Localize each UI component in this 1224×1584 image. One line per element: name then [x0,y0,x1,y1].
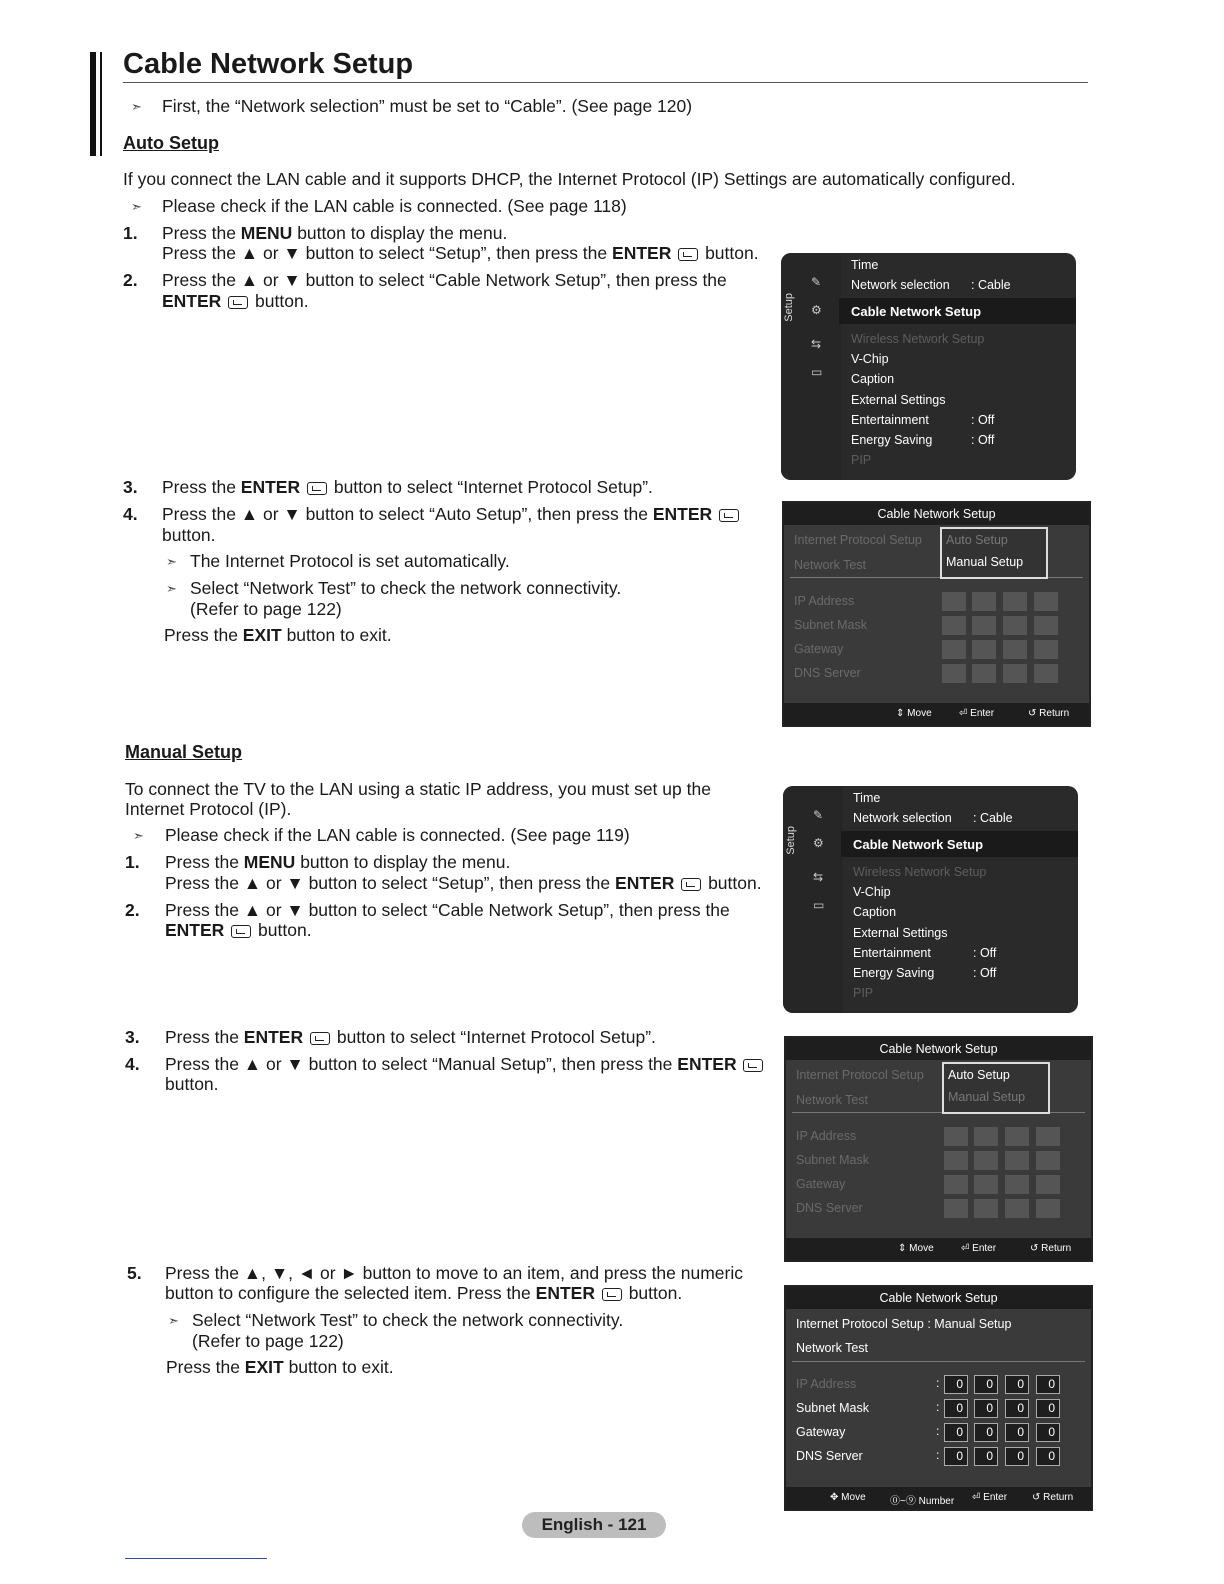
auto-step1-line1: Press the MENU button to display the menu. [162,223,508,243]
manual-setup-heading: Manual Setup [125,742,243,762]
step-number: 2. [123,270,138,290]
gateway-octet-field[interactable]: 0 [1036,1423,1060,1442]
step-number: 1. [125,852,140,872]
menu-value-entertainment: : Off [971,413,995,427]
row-gateway[interactable]: Gateway [796,1425,846,1439]
auto-step4-line1: Press the ▲ or ▼ button to select “Auto Setup”, then press the ENTER [162,504,741,525]
menu-item-energy-saving[interactable]: Energy Saving [853,966,935,980]
colon: : [936,1448,940,1462]
subnet-octet-field[interactable]: 0 [1036,1399,1060,1418]
gear-icon: ⚙ [811,303,822,317]
subnet-octet-field[interactable]: 0 [1005,1399,1029,1418]
ip-field [974,1175,998,1194]
enter-icon [228,296,248,309]
footer-enter: ⏎ Enter [961,1243,997,1254]
app-icon: ▭ [811,365,823,379]
input-icon: ⇆ [811,337,822,351]
auto-step2-line2: ENTER button. [162,291,309,311]
ip-octet-field[interactable]: 0 [1005,1375,1029,1394]
cable-network-dialog-manual-values [784,1285,1093,1511]
manual-note: Please check if the LAN cable is connected. (See page 119) [165,825,630,845]
menu-item-caption[interactable]: Caption [853,905,897,919]
auto-setup-heading: Auto Setup [123,133,219,153]
ip-field [972,664,996,683]
subnet-octet-field[interactable]: 0 [944,1399,968,1418]
enter-icon [231,925,251,938]
footer-return: ↺ Return [1028,708,1070,719]
row-dns-server: DNS Server [794,666,861,680]
auto-step2-line1: Press the ▲ or ▼ button to select “Cable Network Setup”, then press the [162,270,727,290]
menu-item-network-selection[interactable]: Network selection [853,811,952,825]
manual-exit: Press the EXIT button to exit. [166,1357,394,1377]
menu-item-external-settings[interactable]: External Settings [851,393,946,407]
step-number: 4. [125,1054,140,1074]
ip-field [944,1151,968,1170]
antenna-icon: ✎ [813,808,824,822]
ip-field [1003,616,1027,635]
manual-step3: Press the ENTER button to select “Internet Protocol Setup”. [165,1027,656,1047]
dns-octet-field[interactable]: 0 [1036,1447,1060,1466]
footer-return: ↺ Return [1030,1243,1072,1254]
menu-item-cable-network-setup[interactable]: Cable Network Setup [851,304,982,319]
footer-move: ✥ Move [830,1492,866,1503]
row-gateway: Gateway [794,642,844,656]
ip-field [974,1127,998,1146]
ip-field [1036,1175,1060,1194]
menu-item-pip[interactable]: PIP [853,986,874,1000]
popup-auto-setup[interactable]: Auto Setup [946,533,1008,547]
input-icon: ⇆ [813,870,824,884]
auto-setup-note: Please check if the LAN cable is connected. (See page 118) [162,196,627,216]
colon: : [936,1424,940,1438]
ip-field [1005,1175,1029,1194]
auto-exit: Press the EXIT button to exit. [164,625,392,645]
row-subnet-mask[interactable]: Subnet Mask [796,1401,869,1415]
row-network-test[interactable]: Network Test [794,558,867,572]
page-title: Cable Network Setup [123,48,414,80]
menu-item-external-settings[interactable]: External Settings [853,926,948,940]
dialog-footer [784,703,1089,725]
enter-icon [310,1032,330,1045]
setup-mode-popup [942,1062,1050,1114]
manual-step4-line1: Press the ▲ or ▼ button to select “Manual Setup”, then press the ENTER [165,1054,765,1075]
title-bar-decoration [90,52,96,156]
auto-setup-intro: If you connect the LAN cable and it supports DHCP, the Internet Protocol (IP) Settings are automatically configured. [123,169,1016,189]
menu-item-entertainment[interactable]: Entertainment [851,413,929,427]
enter-icon [678,248,698,261]
dialog-title: Cable Network Setup [784,503,1089,525]
menu-side-label: Setup [785,826,797,855]
manual-intro1: To connect the TV to the LAN using a static IP address, you must set up the [125,779,711,799]
menu-value-energy-saving: : Off [971,433,995,447]
menu-value-entertainment: : Off [973,946,997,960]
dialog-footer [786,1238,1091,1260]
cable-network-dialog-manual-select [784,1036,1093,1262]
manual-sub-note-ref: (Refer to page 122) [192,1331,344,1351]
menu-item-wireless-network-setup[interactable]: Wireless Network Setup [853,865,987,879]
ip-field [942,592,966,611]
auto-sub-note2: Select “Network Test” to check the network connectivity. [190,578,622,598]
footer-number: ⓪~⑨ Number [890,1496,955,1507]
popup-manual-setup[interactable]: Manual Setup [946,555,1024,569]
note-arrow-icon: ➣ [166,554,177,569]
footer-return: ↺ Return [1032,1492,1074,1503]
cable-network-dialog-auto [782,501,1091,727]
enter-icon [307,482,327,495]
menu-item-vchip[interactable]: V-Chip [851,352,889,366]
ip-field [944,1127,968,1146]
popup-manual-setup[interactable]: Manual Setup [948,1090,1026,1104]
note-arrow-icon: ➣ [133,828,144,843]
dialog-title: Cable Network Setup [786,1038,1091,1060]
manual-step5-line1: Press the ▲, ▼, ◄ or ► button to move to an item, and press the numeric [165,1263,744,1283]
ip-field [1005,1151,1029,1170]
row-subnet-mask: Subnet Mask [796,1153,869,1167]
gateway-octet-field[interactable]: 0 [944,1423,968,1442]
gear-icon: ⚙ [813,836,824,850]
dialog-title: Cable Network Setup [786,1287,1091,1309]
divider [792,1361,1085,1362]
ip-field [1034,616,1058,635]
gateway-octet-field[interactable]: 0 [1005,1423,1029,1442]
ip-field [942,616,966,635]
row-internet-protocol-setup[interactable]: Internet Protocol Setup [796,1068,924,1082]
auto-step3: Press the ENTER button to select “Internet Protocol Setup”. [162,477,653,497]
row-subnet-mask: Subnet Mask [794,618,867,632]
enter-icon [602,1288,622,1301]
ip-octet-field[interactable]: 0 [944,1375,968,1394]
ip-field [974,1199,998,1218]
menu-side-label: Setup [783,293,795,322]
menu-item-caption[interactable]: Caption [851,372,895,386]
ip-field [1005,1199,1029,1218]
ip-field [974,1151,998,1170]
menu-item-cable-network-setup[interactable]: Cable Network Setup [853,837,984,852]
ip-field [1036,1199,1060,1218]
step-number: 4. [123,504,138,524]
ip-field [1003,592,1027,611]
dialog-footer [786,1487,1091,1509]
ip-field [972,592,996,611]
menu-value-network-selection: : Cable [973,811,1013,825]
ip-octet-field[interactable]: 0 [1036,1375,1060,1394]
ip-field [944,1175,968,1194]
step-number: 5. [127,1263,142,1283]
manual-step2-line2: ENTER button. [165,920,312,940]
colon: : [936,1376,940,1390]
menu-item-entertainment[interactable]: Entertainment [853,946,931,960]
dns-octet-field[interactable]: 0 [944,1447,968,1466]
manual-step5-line2: button to configure the selected item. Press the ENTER button. [165,1283,683,1303]
ip-octet-field[interactable]: 0 [974,1375,998,1394]
manual-sub-note: Select “Network Test” to check the network connectivity. [192,1310,624,1330]
intro-note: First, the “Network selection” must be set to “Cable”. (See page 120) [162,96,693,116]
menu-item-network-selection[interactable]: Network selection [851,278,950,292]
footer-move: ⇕ Move [896,708,932,719]
menu-item-pip[interactable]: PIP [851,453,872,467]
app-icon: ▭ [813,898,825,912]
step-number: 2. [125,900,140,920]
enter-icon [719,509,739,522]
ip-field [1034,664,1058,683]
ip-field [1036,1151,1060,1170]
note-arrow-icon: ➣ [131,99,142,114]
auto-step4-line2: button. [162,525,216,545]
auto-sub-note2-ref: (Refer to page 122) [190,599,342,619]
manual-step1-line1: Press the MENU button to display the menu. [165,852,511,872]
ip-field [1003,664,1027,683]
note-arrow-icon: ➣ [166,581,177,596]
page-number-badge: English - 121 [522,1512,666,1538]
setup-menu-screenshot-2 [783,786,1078,1013]
row-internet-protocol-setup[interactable]: Internet Protocol Setup [794,533,922,547]
auto-step1-line2: Press the ▲ or ▼ button to select “Setup”, then press the ENTER button. [162,243,759,263]
step-number: 3. [125,1027,140,1047]
row-gateway: Gateway [796,1177,846,1191]
ip-field [972,640,996,659]
dns-octet-field[interactable]: 0 [1005,1447,1029,1466]
manual-intro2: Internet Protocol (IP). [125,799,292,819]
auto-sub-note1: The Internet Protocol is set automatically. [190,551,510,571]
setup-mode-popup [940,527,1048,579]
subnet-octet-field[interactable]: 0 [974,1399,998,1418]
row-ip-address[interactable]: IP Address [796,1377,857,1391]
footer-move: ⇕ Move [898,1243,934,1254]
ip-setup-value: : Manual Setup [927,1317,1012,1331]
ip-field [942,664,966,683]
ip-field [1034,640,1058,659]
colon: : [936,1400,940,1414]
note-arrow-icon: ➣ [131,199,142,214]
antenna-icon: ✎ [811,275,822,289]
gateway-octet-field[interactable]: 0 [974,1423,998,1442]
title-divider [123,82,1088,83]
ip-field [1005,1127,1029,1146]
menu-item-energy-saving[interactable]: Energy Saving [851,433,933,447]
footer-enter: ⏎ Enter [959,708,995,719]
step-number: 3. [123,477,138,497]
ip-field [1003,640,1027,659]
row-network-test[interactable]: Network Test [796,1093,869,1107]
menu-value-network-selection: : Cable [971,278,1011,292]
row-internet-protocol-setup[interactable]: Internet Protocol Setup : Manual Setup [796,1317,1012,1331]
footer-enter: ⏎ Enter [972,1492,1008,1503]
title-bar-decoration-thin [100,52,102,156]
dns-octet-field[interactable]: 0 [974,1447,998,1466]
manual-step1-line2: Press the ▲ or ▼ button to select “Setup”, then press the ENTER button. [165,873,762,893]
enter-icon [681,878,701,891]
menu-item-time[interactable]: Time [853,791,881,805]
ip-field [944,1199,968,1218]
footer-rule [125,1558,267,1559]
row-dns-server: DNS Server [796,1201,863,1215]
manual-step4-line2: button. [165,1074,219,1094]
ip-field [1036,1127,1060,1146]
menu-item-wireless-network-setup[interactable]: Wireless Network Setup [851,332,985,346]
step-number: 1. [123,223,138,243]
popup-auto-setup[interactable]: Auto Setup [948,1068,1010,1082]
menu-value-energy-saving: : Off [973,966,997,980]
row-ip-address: IP Address [794,594,855,608]
ip-field [942,640,966,659]
ip-field [972,616,996,635]
menu-item-time[interactable]: Time [851,258,879,272]
menu-item-vchip[interactable]: V-Chip [853,885,891,899]
enter-icon [743,1059,763,1072]
ip-field [1034,592,1058,611]
row-ip-address: IP Address [796,1129,857,1143]
row-dns-server[interactable]: DNS Server [796,1449,863,1463]
setup-menu-screenshot [781,253,1076,480]
row-network-test[interactable]: Network Test [796,1341,869,1355]
manual-step2-line1: Press the ▲ or ▼ button to select “Cable Network Setup”, then press the [165,900,730,920]
note-arrow-icon: ➣ [168,1313,179,1328]
